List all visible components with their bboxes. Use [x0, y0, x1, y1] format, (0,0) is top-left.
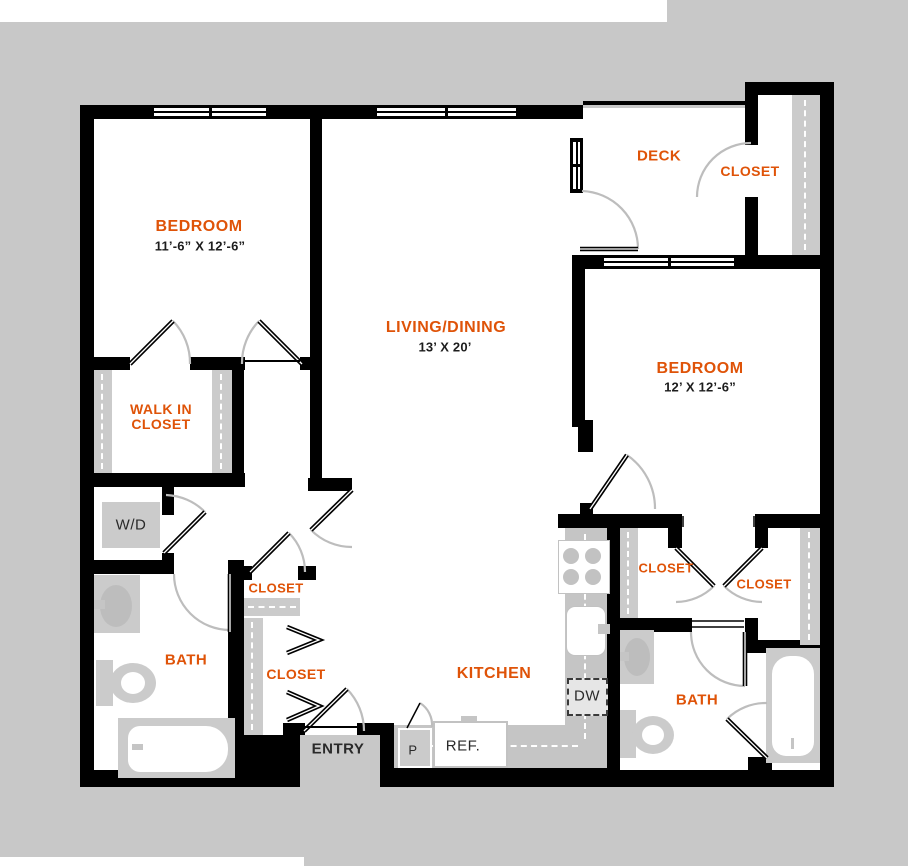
door-arc: [289, 533, 305, 572]
door-arc: [727, 703, 767, 719]
pantry-door-leaf: [407, 703, 420, 728]
room-dim-bedroom2: 12’ X 12’-6”: [664, 379, 736, 395]
label-pantry: P: [408, 742, 418, 758]
door-leaf-inner: [250, 533, 289, 572]
room-label-deck: DECK: [636, 147, 682, 165]
door-arc: [691, 632, 745, 686]
door-arc: [420, 703, 432, 727]
label-dishwasher: DW: [574, 687, 600, 705]
room-label-living: LIVING/DINING: [385, 319, 507, 336]
door-leaf-inner: [727, 719, 767, 758]
room-dim-living: 13’ X 20’: [418, 339, 472, 355]
door-arc: [676, 586, 714, 602]
door-arc: [582, 191, 638, 249]
door-arc: [242, 321, 259, 364]
label-washer-dryer: W/D: [115, 516, 147, 534]
door-leaf-inner: [590, 455, 627, 509]
room-dim-bedroom1: 11’-6” X 12’-6”: [154, 238, 246, 254]
room-label-closet-hall-tall: CLOSET: [266, 666, 326, 682]
door-leaf-inner: [130, 321, 173, 364]
door-arc: [627, 455, 655, 509]
room-label-closet-top-right: CLOSET: [720, 163, 780, 179]
door-leaf-inner: [311, 490, 352, 530]
label-refrigerator: REF.: [445, 737, 481, 755]
walk-in-line1: WALK IN: [130, 401, 192, 417]
door-arc: [166, 495, 205, 512]
room-label-kitchen: KITCHEN: [456, 665, 532, 682]
door-arc: [173, 321, 190, 364]
bifold-door: [287, 627, 319, 653]
door-arc: [347, 689, 364, 731]
door-leaf-inner: [259, 321, 302, 364]
room-label-closet-hall-small: CLOSET: [248, 580, 304, 596]
room-label-bath1: BATH: [164, 651, 208, 669]
bifold-door: [287, 692, 319, 720]
door-arc: [174, 574, 230, 630]
walk-in-line2: CLOSET: [131, 416, 191, 432]
room-label-closet-right-1: CLOSET: [638, 560, 694, 576]
door-leaf-inner: [164, 512, 205, 553]
label-entry: ENTRY: [311, 740, 365, 758]
room-label-bedroom1: BEDROOM: [155, 218, 243, 235]
room-label-closet-right-2: CLOSET: [736, 576, 792, 592]
room-label-bedroom2: BEDROOM: [656, 360, 744, 377]
door-arc: [311, 530, 352, 547]
room-label-walk-in-closet: [130, 402, 192, 432]
room-label-bath2: BATH: [675, 691, 719, 709]
